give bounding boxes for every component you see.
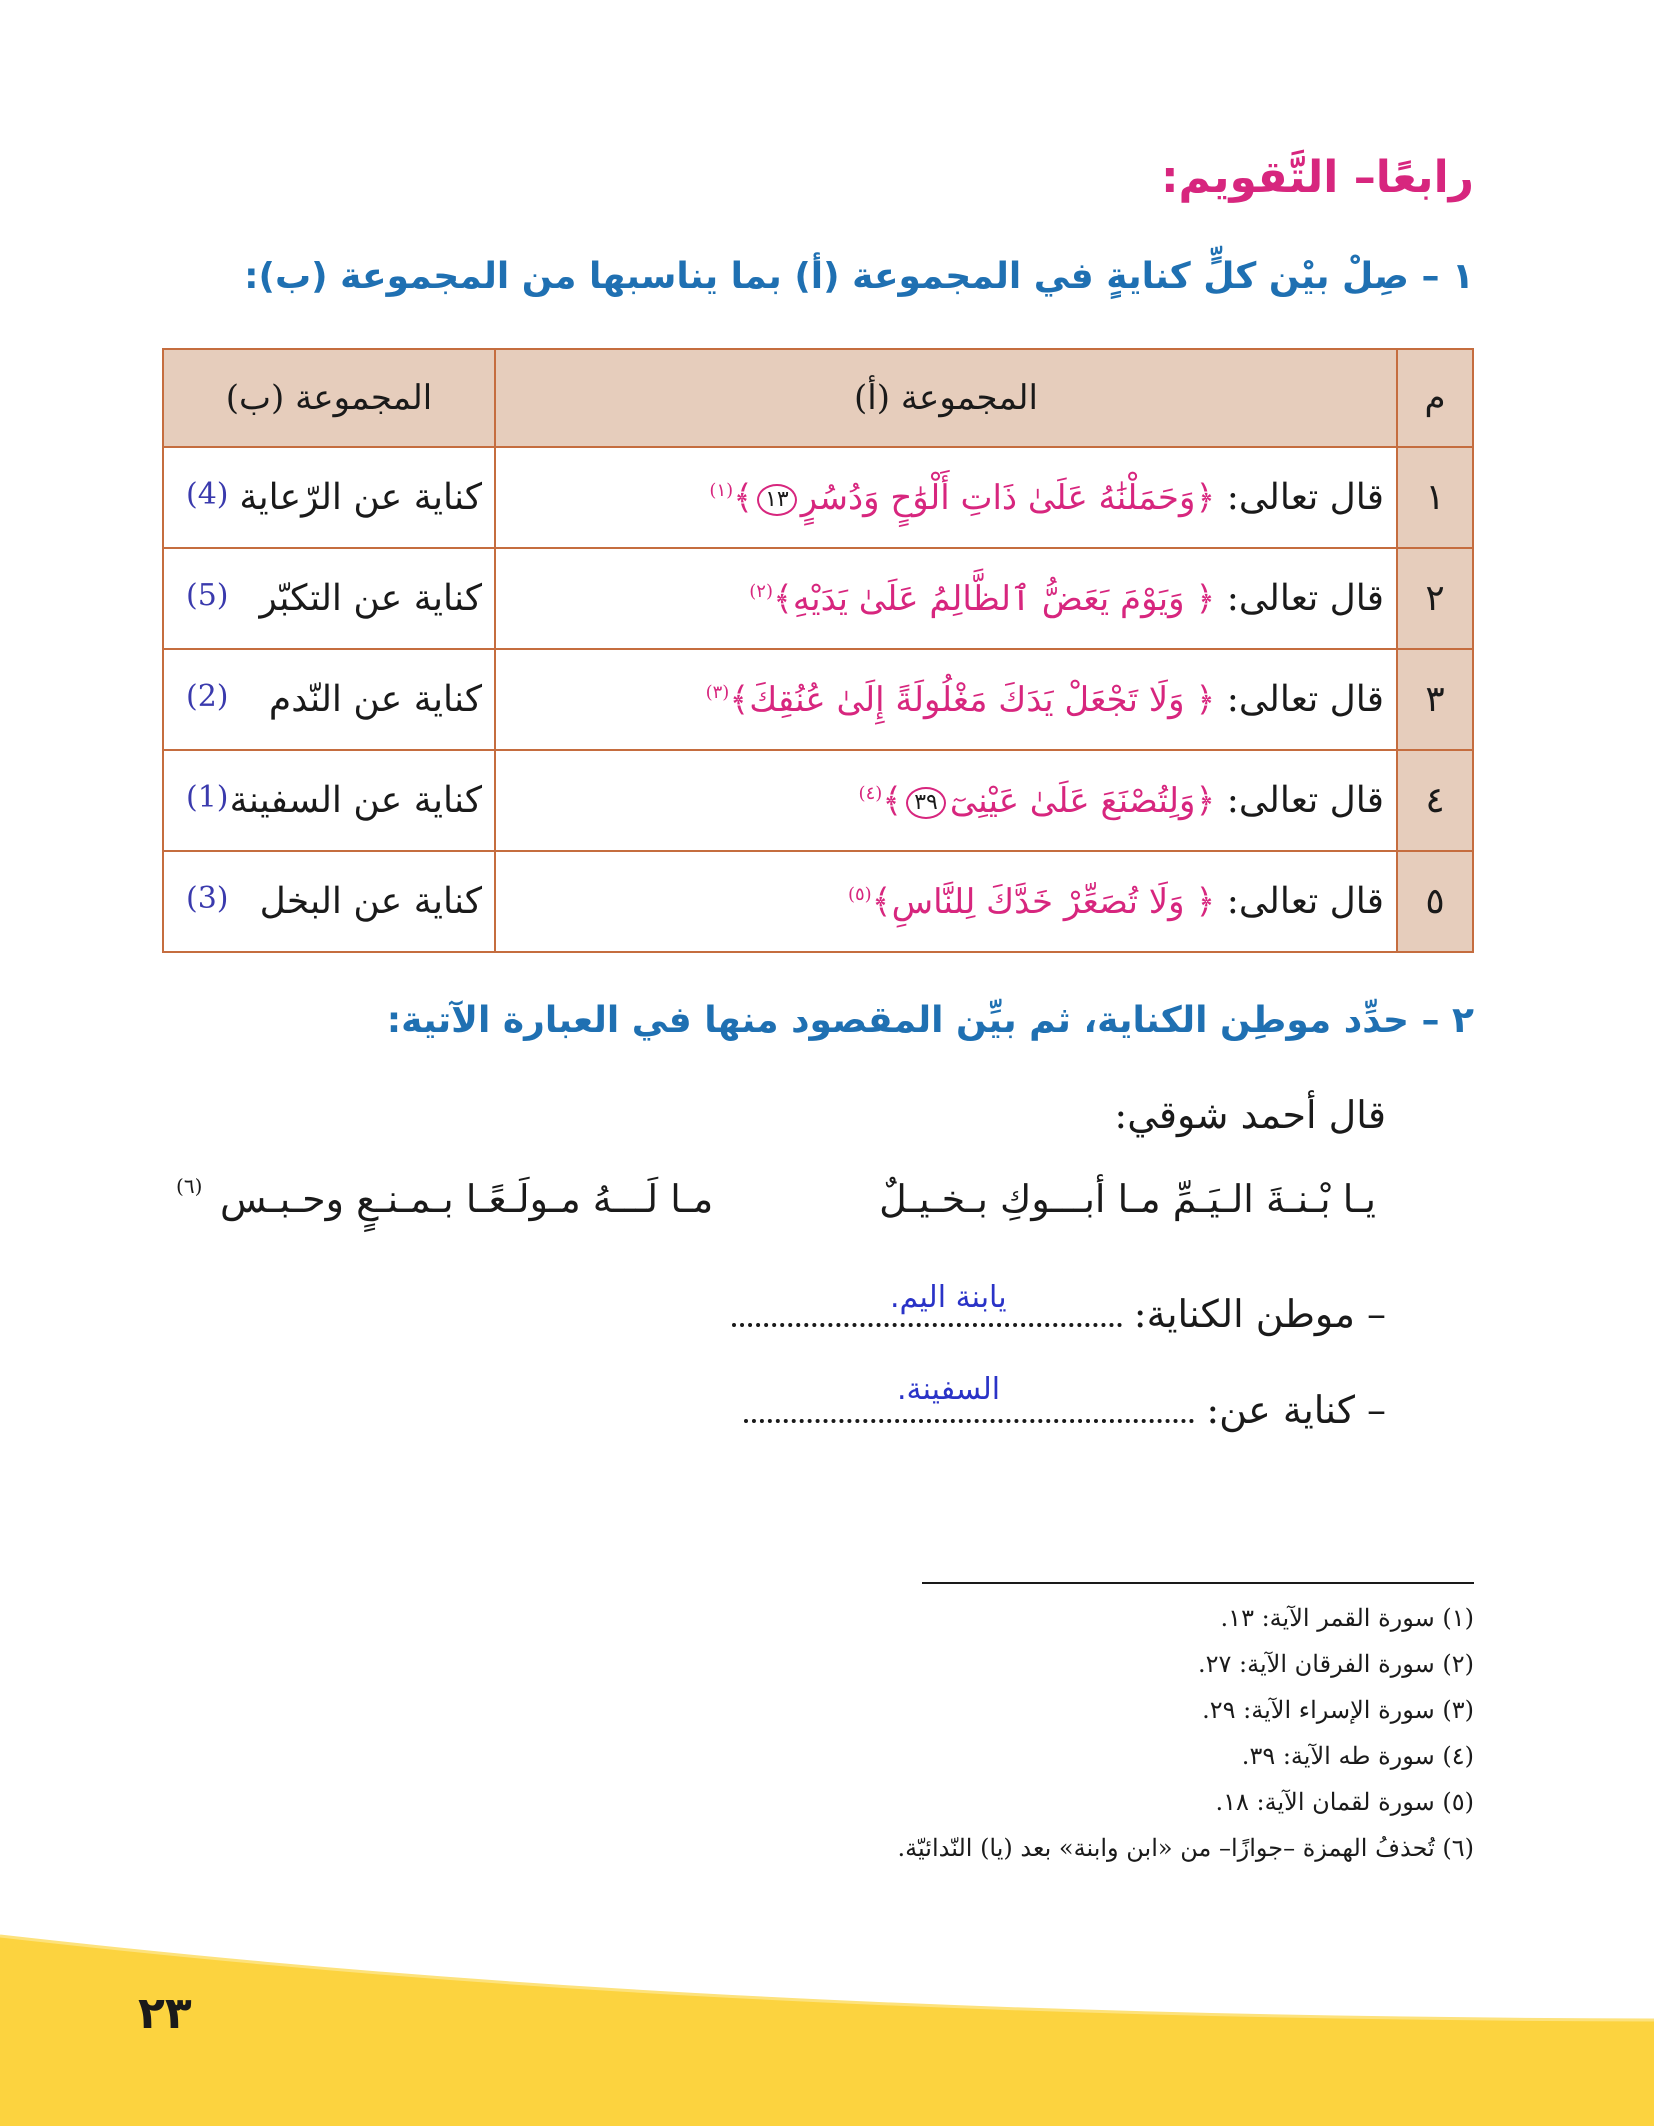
verse-cell [495, 851, 1397, 952]
table-row [163, 750, 1473, 851]
group-b-text: كناية عن التكبّر [259, 578, 482, 619]
ayah-number-marker: ٣٩ [906, 787, 946, 819]
footnote-2: (٢) سورة الفرقان الآية: ٢٧. [1198, 1650, 1474, 1678]
poem-footnote-ref: (٦) [176, 1174, 203, 1198]
kinaya-place-row [732, 1292, 1386, 1336]
verse-prefix: قال تعالى: [1226, 679, 1384, 720]
group-b-cell [163, 750, 495, 851]
ayah-number-marker: ١٣ [757, 484, 797, 516]
group-b-cell [163, 548, 495, 649]
header-num: م [1397, 349, 1473, 447]
verse-cell [495, 447, 1397, 548]
page-number: ٢٣ [138, 1988, 192, 2039]
row-number: ٢ [1397, 548, 1473, 649]
table-row [163, 548, 1473, 649]
verse-text: ﴿وَحَمَلْنَٰهُ عَلَىٰ ذَاتِ أَلْوَٰحٍ وَدُسُرٍ [800, 478, 1216, 518]
verse-cell [495, 750, 1397, 851]
footnote-6: (٦) تُحذفُ الهمزة –جوازًا– من «ابن وابنة» بعد (يا) النّدائيّة. [897, 1834, 1474, 1862]
row-number: ٥ [1397, 851, 1473, 952]
group-b-text: كناية عن البخل [259, 881, 482, 922]
group-b-text: كناية عن الرّعاية [239, 477, 482, 518]
group-b-cell [163, 649, 495, 750]
verse-prefix: قال تعالى: [1226, 881, 1384, 922]
table-row [163, 447, 1473, 548]
handwritten-answer: (4) [186, 477, 229, 512]
verse-prefix: قال تعالى: [1226, 578, 1384, 619]
poet-line: قال أحمد شوقي: [1114, 1093, 1386, 1137]
row-number: ٤ [1397, 750, 1473, 851]
footnote-ref: (١) [709, 480, 734, 501]
footnote-3: (٣) سورة الإسراء الآية: ٢٩. [1202, 1696, 1474, 1724]
group-b-text: كناية عن السفينة [229, 780, 482, 821]
footnote-ref: (٣) [705, 682, 730, 703]
verse-cell [495, 548, 1397, 649]
question-1-title: ١ – صِلْ بيْن كلٍّ كنايةٍ في المجموعة (أ) بما يناسبها من المجموعة (ب): [244, 256, 1474, 297]
kinaya-of-row [744, 1388, 1386, 1432]
footnote-5: (٥) سورة لقمان الآية: ١٨. [1215, 1788, 1474, 1816]
kinaya-place-label: – موطن الكناية: [1133, 1292, 1386, 1336]
verse-close: ﴾ [733, 478, 754, 518]
footnote-ref: (٤) [858, 783, 883, 804]
handwritten-answer: (3) [186, 881, 229, 916]
footnote-4: (٤) سورة طه الآية: ٣٩. [1241, 1742, 1474, 1770]
footer-yellow-band [0, 1900, 1654, 2126]
poem-first-hemistich: يـا بْـنـةَ الـيَـمِّ مـا أبـــوكِ بـخـيـلٌ [879, 1177, 1376, 1221]
section-title: رابعًا– التَّقويم: [1160, 152, 1474, 203]
verse-close: ﴾ [871, 882, 892, 922]
matching-table [162, 348, 1474, 953]
verse-text: ﴿وَلِتُصْنَعَ عَلَىٰ عَيْنِىٓ [949, 781, 1216, 821]
header-group-b: المجموعة (ب) [163, 349, 495, 447]
verse-prefix: قال تعالى: [1226, 477, 1384, 518]
handwritten-answer: (1) [186, 780, 229, 815]
verse-text: ﴿ وَلَا تَجْعَلْ يَدَكَ مَغْلُولَةً إِلَىٰ عُنُقِكَ [749, 680, 1216, 720]
row-number: ٣ [1397, 649, 1473, 750]
verse-close: ﴾ [882, 781, 903, 821]
header-group-a: المجموعة (أ) [495, 349, 1397, 447]
group-b-text: كناية عن النّدم [268, 679, 482, 720]
kinaya-of-label: – كناية عن: [1206, 1388, 1386, 1432]
verse-text: ﴿ وَيَوْمَ يَعَضُّ ٱلظَّالِمُ عَلَىٰ يَدَيْهِ [792, 579, 1216, 619]
verse-text: ﴿ وَلَا تُصَعِّرْ خَدَّكَ لِلنَّاسِ [891, 882, 1216, 922]
verse-prefix: قال تعالى: [1226, 780, 1384, 821]
row-number: ١ [1397, 447, 1473, 548]
verse-close: ﴾ [729, 680, 750, 720]
kinaya-of-answer: السفينة. [897, 1372, 1001, 1407]
table-header-row [163, 349, 1473, 447]
verse-close: ﴾ [772, 579, 793, 619]
kinaya-place-answer: يابنة اليم. [890, 1280, 1007, 1315]
poem-second-hemistich: مـا لَـــهُ مـولَـعًـا بـمـنـعٍ وحـبـس [220, 1177, 714, 1221]
table-row [163, 851, 1473, 952]
handwritten-answer: (2) [186, 679, 229, 714]
handwritten-answer: (5) [186, 578, 229, 613]
footnote-ref: (٢) [749, 581, 773, 602]
footnote-1: (١) سورة القمر الآية: ١٣. [1220, 1604, 1474, 1632]
verse-cell [495, 649, 1397, 750]
group-b-cell [163, 851, 495, 952]
question-2-title: ٢ – حدِّد موطِن الكناية، ثم بيِّن المقصود منها في العبارة الآتية: [386, 1000, 1474, 1041]
footnote-ref: (٥) [847, 884, 872, 905]
table-row [163, 649, 1473, 750]
group-b-cell [163, 447, 495, 548]
footnote-divider [922, 1582, 1474, 1584]
